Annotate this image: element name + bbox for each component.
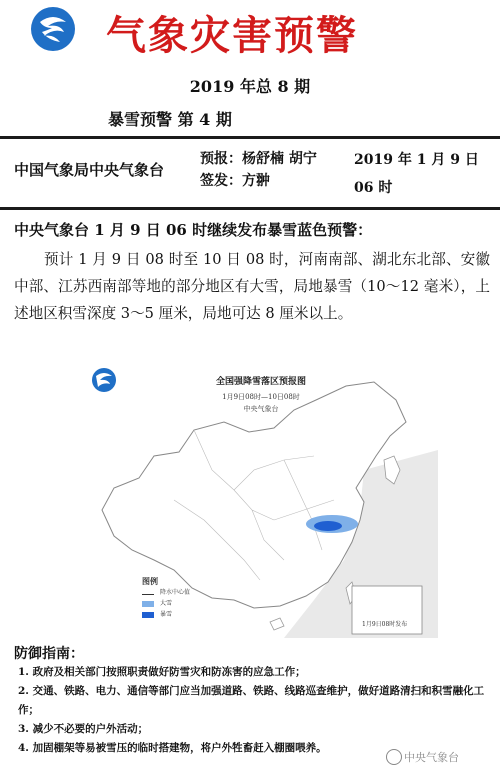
approver-line: 签发：方翀: [200, 173, 270, 189]
watermark: 中央气象台: [404, 751, 459, 764]
guide-title: 防御指南：: [14, 646, 84, 662]
forecaster-line: 预报：杨舒楠 胡宁: [200, 151, 317, 167]
map-time-range: 1月9日08时—10日08时: [222, 393, 300, 401]
guide-list: [18, 663, 488, 758]
map-issuer: 中央气象台: [243, 405, 279, 413]
issue-date: 2019 年 1 月 9 日 06 时: [354, 152, 479, 196]
map-title: 全国强降雪落区预报图: [215, 377, 306, 387]
map-legend: [142, 576, 214, 620]
warning-headline: 中央气象台 1 月 9 日 06 时继续发布暴雪蓝色预警：: [14, 221, 373, 239]
legend-item: 降水中心值: [142, 587, 214, 598]
divider: [0, 207, 500, 210]
page-title: 气象灾害预警: [106, 13, 358, 59]
legend-item: 暴雪: [142, 609, 214, 620]
cma-logo-icon: [30, 6, 76, 52]
issue-number: 2019 年总 8 期: [189, 77, 311, 96]
warning-issue: 暴雪预警 第 4 期: [108, 110, 232, 129]
forecaster-block: [200, 148, 317, 192]
weibo-icon: [386, 749, 402, 765]
guide-item: 4. 加固棚架等易被雪压的临时搭建物，将户外牲畜赶入棚圈喂养。: [18, 742, 327, 754]
snowfall-forecast-map: [84, 360, 438, 638]
blizzard-area: [314, 521, 342, 531]
guide-item: 1. 政府及相关部门按照职责做好防雪灾和防冻害的应急工作；: [18, 666, 306, 678]
warning-body: 预计 1 月 9 日 08 时至 10 日 08 时，河南南部、湖北东北部、安徽中部、江苏西南部等地的部分地区有大雪，局地暴雪（10～12 毫米），上述地区积雪深度 3～5 厘米，局地可达 8 厘米以上。: [14, 251, 490, 322]
guide-item: 2. 交通、铁路、电力、通信等部门应当加强道路、铁路、线路巡查维护，做好道路清扫和积雪融化工作；: [18, 685, 485, 716]
header: [0, 0, 500, 62]
map-release-note: 1月9日08时发布: [362, 621, 408, 628]
legend-title: 图例: [142, 576, 158, 586]
divider: [0, 136, 500, 139]
agency-name: 中国气象局中央气象台: [14, 161, 165, 179]
guide-item: 3. 减少不必要的户外活动；: [18, 723, 149, 735]
legend-item: 大雪: [142, 598, 214, 609]
